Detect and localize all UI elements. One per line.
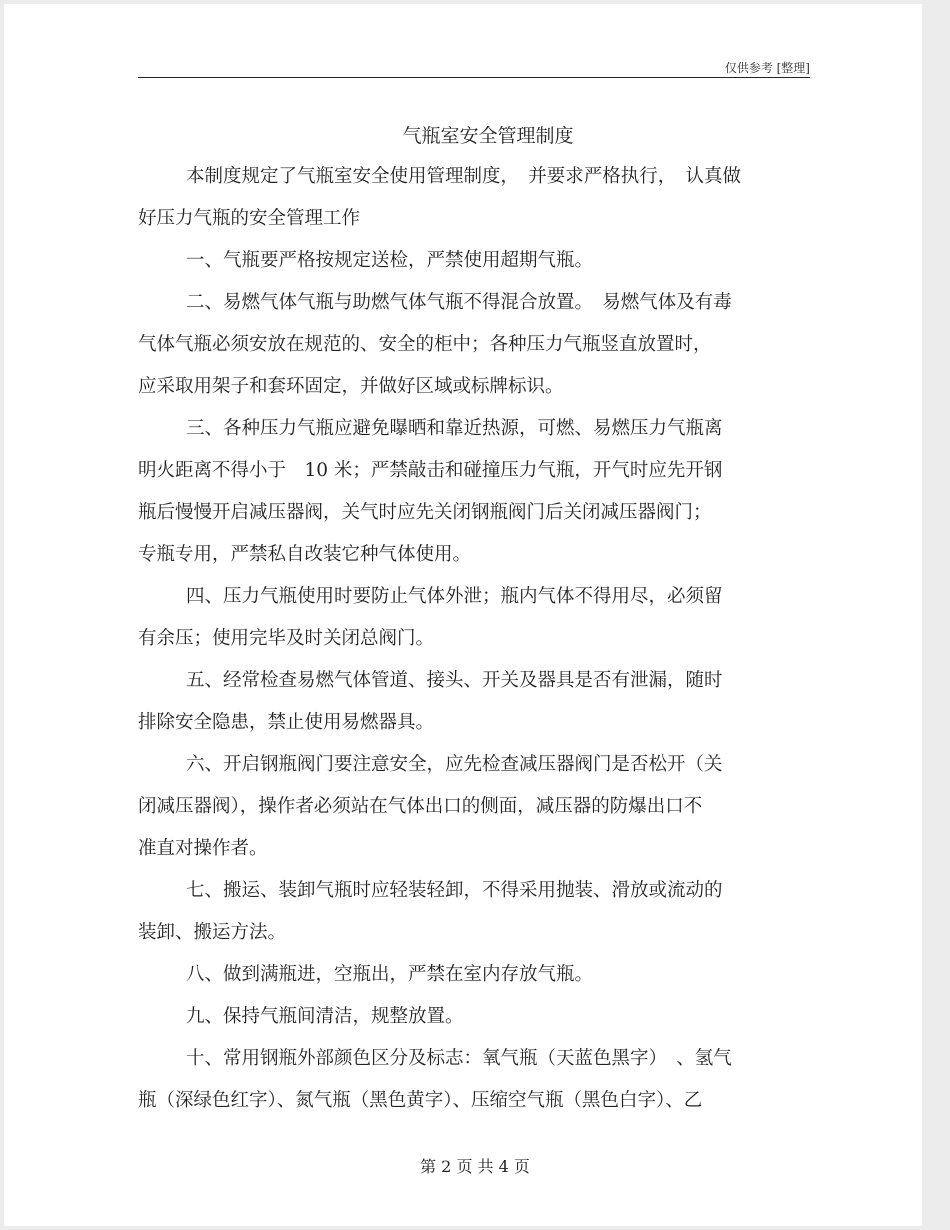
paragraph-line: 瓶后慢慢开启减压器阀，关气时应先关闭钢瓶阀门后关闭减压器阀门； bbox=[138, 502, 712, 523]
paragraph-line: 装卸、搬运方法。 bbox=[138, 922, 287, 943]
paragraph bbox=[138, 744, 828, 870]
paragraph bbox=[138, 660, 828, 744]
paragraph bbox=[138, 996, 828, 1038]
paragraph-line: 二、易燃气体气瓶与助燃气体气瓶不得混合放置。 易燃气体及有毒 bbox=[186, 292, 732, 313]
header-note: 仅供参考 [整理] bbox=[724, 61, 810, 75]
document-page bbox=[4, 4, 922, 1226]
paragraph bbox=[138, 240, 828, 282]
paragraph bbox=[138, 1038, 828, 1122]
paragraph-line: 应采取用架子和套环固定，并做好区域或标牌标识。 bbox=[138, 376, 564, 397]
paragraph bbox=[138, 408, 828, 576]
paragraph-line: 九、保持气瓶间清洁，规整放置。 bbox=[186, 1006, 464, 1027]
document-title: 气瓶室安全管理制度 bbox=[402, 125, 574, 147]
page-footer: 第 2 页 共 4 页 bbox=[420, 1157, 530, 1176]
paragraph-line: 瓶（深绿色红字）、氮气瓶（黑色黄字）、压缩空气瓶（黑色白字）、乙 bbox=[138, 1090, 703, 1111]
paragraph-line: 一、气瓶要严格按规定送检，严禁使用超期气瓶。 bbox=[186, 250, 594, 271]
paragraph-line: 八、做到满瓶进，空瓶出，严禁在室内存放气瓶。 bbox=[186, 964, 594, 985]
paragraph-line: 本制度规定了气瓶室安全使用管理制度， 并要求严格执行， 认真做 bbox=[186, 166, 742, 187]
paragraph bbox=[138, 954, 828, 996]
paragraph-line: 专瓶专用，严禁私自改装它种气体使用。 bbox=[138, 544, 472, 565]
paragraph-line: 好压力气瓶的安全管理工作 bbox=[138, 208, 361, 229]
header-rule bbox=[138, 77, 810, 78]
paragraph-line: 四、压力气瓶使用时要防止气体外泄；瓶内气体不得用尽，必须留 bbox=[186, 586, 723, 607]
paragraph-line: 准直对操作者。 bbox=[138, 838, 268, 859]
paragraph-line: 气体气瓶必须安放在规范的、安全的柜中；各种压力气瓶竖直放置时， bbox=[138, 334, 712, 355]
paragraph bbox=[138, 156, 828, 240]
paragraph-line: 明火距离不得小于 10 米；严禁敲击和碰撞压力气瓶，开气时应先开钢 bbox=[138, 460, 723, 481]
paragraph bbox=[138, 870, 828, 954]
paragraph-line: 六、开启钢瓶阀门要注意安全，应先检查减压器阀门是否松开（关 bbox=[186, 754, 723, 775]
paragraph-line: 十、常用钢瓶外部颜色区分及标志：氧气瓶（天蓝色黑字） 、氢气 bbox=[186, 1048, 732, 1069]
paragraph-line: 闭减压器阀），操作者必须站在气体出口的侧面，减压器的防爆出口不 bbox=[138, 796, 703, 817]
paragraph bbox=[138, 576, 828, 660]
paragraph-line: 排除安全隐患，禁止使用易燃器具。 bbox=[138, 712, 435, 733]
paragraph bbox=[138, 282, 828, 408]
paragraph-line: 三、各种压力气瓶应避免曝晒和靠近热源，可燃、易燃压力气瓶离 bbox=[186, 418, 723, 439]
paragraph-line: 五、经常检查易燃气体管道、接头、开关及器具是否有泄漏，随时 bbox=[186, 670, 723, 691]
paragraph-line: 有余压；使用完毕及时关闭总阀门。 bbox=[138, 628, 435, 649]
paragraph-line: 七、搬运、装卸气瓶时应轻装轻卸，不得采用抛装、滑放或流动的 bbox=[186, 880, 723, 901]
document-body bbox=[138, 156, 828, 1122]
